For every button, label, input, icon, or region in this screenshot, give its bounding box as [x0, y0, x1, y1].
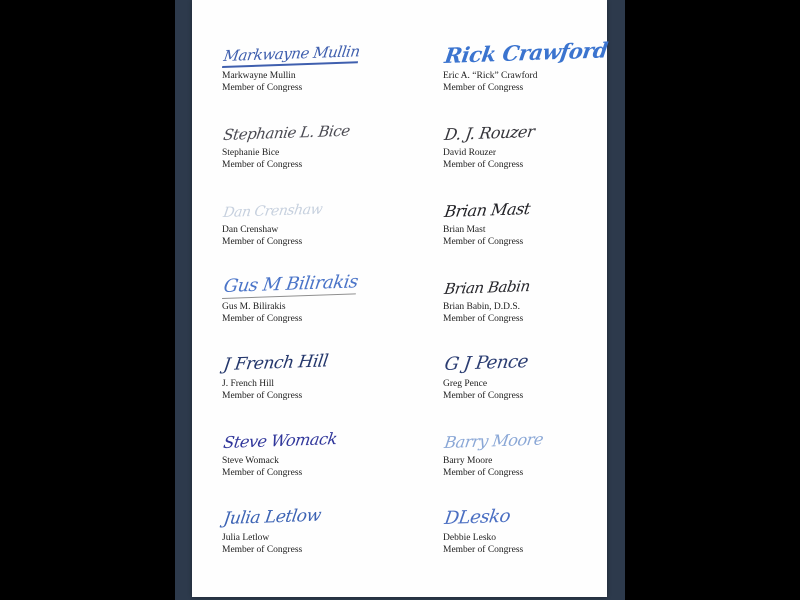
signature-block-crenshaw — [222, 178, 407, 255]
signature-block-rouzer — [443, 101, 628, 178]
signature-ink: Julia Letlow — [222, 505, 323, 530]
signature-block-lesko — [443, 486, 628, 563]
signature-block-moore — [443, 409, 628, 486]
signature-block-pence — [443, 332, 628, 409]
signature-ink: Barry Moore — [443, 429, 545, 453]
signer-name: Debbie Lesko — [443, 533, 497, 543]
signer-name: J. French Hill — [222, 379, 274, 389]
document-page — [192, 0, 610, 597]
signer-name: Markwayne Mullin — [222, 71, 296, 81]
signature-scrawl — [222, 255, 407, 299]
signature-ink: Markwayne Mullin — [222, 44, 361, 68]
signer-title: Member of Congress — [222, 468, 303, 478]
signature-row — [192, 486, 607, 563]
signature-ink: J French Hill — [222, 351, 330, 376]
signature-scrawl — [443, 101, 628, 145]
signature-block-crawford — [443, 24, 628, 101]
signature-scrawl — [443, 409, 628, 453]
signature-row — [192, 332, 607, 409]
signature-block-hill — [222, 332, 407, 409]
signature-scrawl — [443, 486, 628, 530]
signature-scrawl — [443, 24, 628, 68]
signer-title: Member of Congress — [222, 160, 303, 170]
signature-scrawl — [222, 101, 407, 145]
signature-scrawl — [443, 178, 628, 222]
signature-ink: DLesko — [443, 505, 512, 530]
letterbox-right — [625, 0, 800, 600]
signature-ink: Rick Crawford — [443, 37, 610, 68]
signature-ink: Stephanie L. Bice — [222, 121, 351, 145]
signer-name: Brian Mast — [443, 225, 486, 235]
signer-name: Greg Pence — [443, 379, 488, 389]
signature-scrawl — [443, 332, 628, 376]
signature-block-bice — [222, 101, 407, 178]
signature-scrawl — [222, 332, 407, 376]
signature-scrawl — [222, 486, 407, 530]
signature-block-mullin — [222, 24, 407, 101]
signer-title: Member of Congress — [222, 237, 303, 247]
signer-title: Member of Congress — [443, 160, 524, 170]
signature-row — [192, 409, 607, 486]
signature-block-womack — [222, 409, 407, 486]
signature-ink: Steve Womack — [222, 429, 339, 453]
signer-title: Member of Congress — [443, 545, 524, 555]
signer-name: Brian Babin, D.D.S. — [443, 302, 521, 312]
signature-ink: D. J. Rouzer — [443, 121, 536, 145]
signature-ink: Brian Babin — [443, 277, 532, 299]
signer-name: Barry Moore — [443, 456, 493, 466]
signer-title: Member of Congress — [443, 83, 524, 93]
signer-name: David Rouzer — [443, 148, 497, 158]
signer-title: Member of Congress — [443, 391, 524, 401]
signature-row — [192, 255, 607, 332]
signature-block-letlow — [222, 486, 407, 563]
signature-scrawl — [222, 409, 407, 453]
signer-title: Member of Congress — [222, 545, 303, 555]
letterbox-left — [0, 0, 175, 600]
signer-name: Stephanie Bice — [222, 148, 280, 158]
signer-title: Member of Congress — [443, 468, 524, 478]
signature-row — [192, 24, 610, 101]
signature-scrawl — [222, 178, 407, 222]
signature-ink: G J Pence — [443, 351, 530, 376]
signature-scrawl — [443, 255, 628, 299]
signer-name: Steve Womack — [222, 456, 279, 466]
signature-block-mast — [443, 178, 628, 255]
signer-title: Member of Congress — [443, 237, 524, 247]
signer-title: Member of Congress — [222, 83, 303, 93]
signer-name: Julia Letlow — [222, 533, 270, 543]
signature-ink: Dan Crenshaw — [222, 201, 324, 222]
signature-ink: Brian Mast — [443, 199, 532, 222]
signature-row — [192, 101, 607, 178]
signature-block-bilirakis — [222, 255, 407, 332]
signature-ink: Gus M Bilirakis — [222, 271, 360, 298]
signature-row — [192, 178, 607, 255]
signer-name: Eric A. “Rick” Crawford — [443, 71, 538, 81]
signer-title: Member of Congress — [222, 391, 303, 401]
signer-title: Member of Congress — [222, 314, 303, 324]
signature-block-babin — [443, 255, 628, 332]
signer-title: Member of Congress — [443, 314, 524, 324]
signer-name: Dan Crenshaw — [222, 225, 279, 235]
signature-scrawl — [222, 24, 407, 68]
signer-name: Gus M. Bilirakis — [222, 302, 286, 312]
